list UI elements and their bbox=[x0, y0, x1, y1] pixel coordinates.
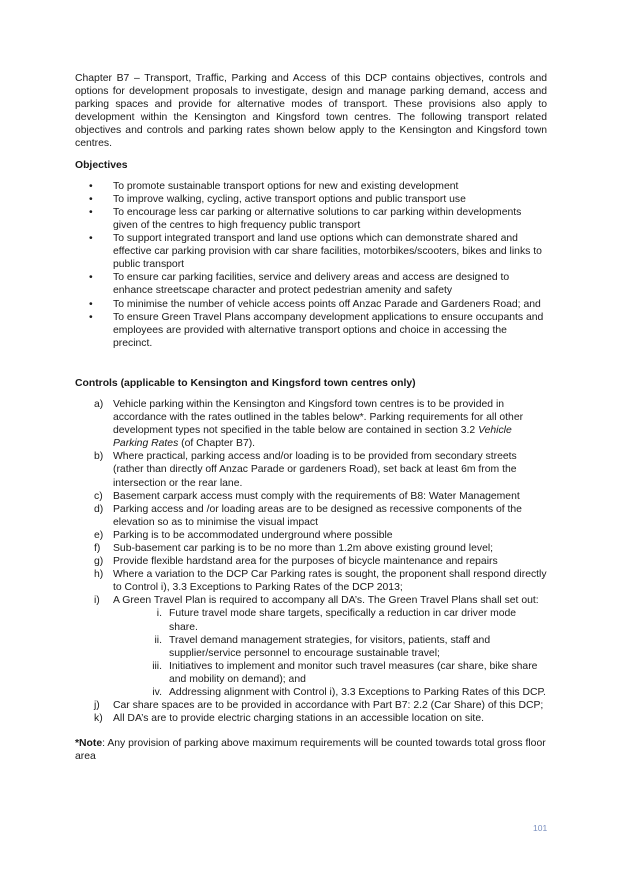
control-item-c: c) Basement carpark access must comply with the requirements of B8: Water Management bbox=[94, 490, 520, 502]
control-item-h: h) Where a variation to the DCP Car Parking rates is sought, the proponent shall respond directly to Control i), 3.3 Exceptions to Parking Rates of the DCP 2013; bbox=[94, 569, 547, 594]
control-item-f: f) Sub-basement car parking is to be no more than 1.2m above existing ground level; bbox=[94, 543, 494, 554]
intro-paragraph: Chapter B7 – Transport, Traffic, Parking and Access of this DCP contains objectives, controls and options for development proposals to investigate, design and manage parking demand, access and parking spaces and provide for alternative modes of transport. These provisions also apply to development within the Kensington and Kingsford town centres. The following transport related objectives and controls and parking rates shown below apply to the Kensington and Kingsford town centres. bbox=[75, 73, 547, 150]
note-label: *Note bbox=[75, 738, 103, 750]
controls-list-cont bbox=[75, 699, 547, 725]
note: *Note: Any provision of parking above maximum requirements will be counted towards total gross floor area bbox=[75, 738, 546, 763]
list-item: • To support integrated transport and land use options which can demonstrate shared and effective car parking provision with car share facilities, motorbikes/scooters, bikes and links to public transport bbox=[89, 233, 542, 271]
list-item: • To encourage less car parking or alternative solutions to car parking within developments given of the centres to high frequency public transport bbox=[89, 206, 522, 231]
control-item-b: b) Where practical, parking access and/or loading is to be provided from secondary streets (rather than directly off Anzac Parade or gardeners Road), set back at least 6m from the intersection or the rear lane. bbox=[94, 451, 517, 489]
page-number: 101 bbox=[533, 823, 548, 833]
list-item: iv. Addressing alignment with Control i), 3.3 Exceptions to Parking Rates of this DCP. bbox=[152, 687, 546, 699]
list-item: ii. Travel demand management strategies, for visitors, patients, staff and supplier/service personnel to encourage sustainable travel; bbox=[154, 634, 491, 659]
objectives-list bbox=[75, 180, 547, 350]
list-item: • To ensure Green Travel Plans accompany development applications to ensure occupants and employees are provided with alternative transport options and choice in accessing the precinct. bbox=[89, 311, 544, 349]
control-item-i: i) A Green Travel Plan is required to accompany all DA’s. The Green Travel Plans shall set out: bbox=[94, 595, 539, 607]
controls-heading: Controls (applicable to Kensington and Kingsford town centres only) bbox=[75, 377, 416, 389]
control-item-g: g) Provide flexible hardstand area for the purposes of bicycle maintenance and repairs bbox=[94, 556, 498, 568]
control-item-a: a) Vehicle parking within the Kensington and Kingsford town centres is to be provided in accordance with the rates outlined in the tables below*. Parking requirements for all other development types not specified in the table below are contained in section 3.2 Vehicle Parking Rates (of Chapter B7). bbox=[94, 398, 524, 450]
list-item: • To ensure car parking facilities, service and delivery areas and access are designed to enhance streetscape character and protect pedestrian amenity and safety bbox=[89, 272, 510, 297]
list-item: i. Future travel mode share targets, specifically a reduction in car driver mode share. bbox=[156, 608, 517, 633]
control-item-k: k) All DA’s are to provide electric charging stations in an accessible location on site. bbox=[94, 713, 484, 725]
controls-list bbox=[75, 398, 547, 608]
list-item: iii. Initiatives to implement and monitor such travel measures (car share, bike share and mobility on demand); and bbox=[152, 660, 538, 685]
control-item-d: d) Parking access and /or loading areas are to be designed as recessive components of the elevation so as to minimise the visual impact bbox=[94, 503, 522, 528]
control-item-j: j) Car share spaces are to be provided in accordance with Part B7: 2.2 (Car Share) of this DCP; bbox=[94, 700, 544, 712]
objectives-heading: Objectives bbox=[75, 159, 128, 171]
control-item-e: e) Parking is to be accommodated underground where possible bbox=[94, 529, 393, 541]
page-body bbox=[75, 72, 547, 774]
list-item: • To improve walking, cycling, active transport options and public transport use bbox=[89, 193, 466, 205]
green-travel-sublist bbox=[75, 607, 547, 699]
list-item: • To promote sustainable transport options for new and existing development bbox=[89, 180, 459, 192]
list-item: • To minimise the number of vehicle access points off Anzac Parade and Gardeners Road; and bbox=[89, 298, 541, 310]
